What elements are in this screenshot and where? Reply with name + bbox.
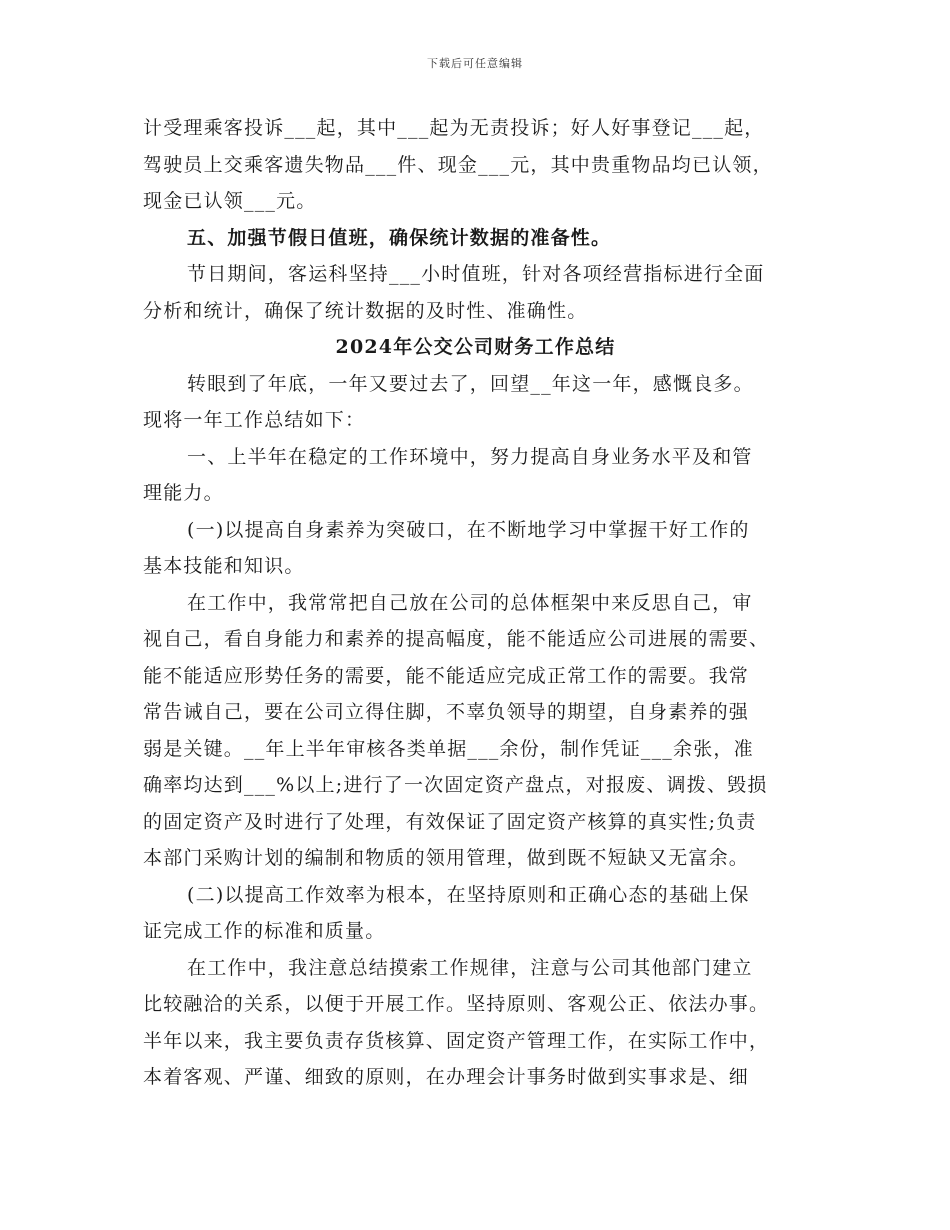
section-heading: 五、加强节假日值班，确保统计数据的准备性。 — [187, 226, 612, 249]
body-text-line: (二)以提高工作效率为根本，在坚持原则和正确心态的基础上保 — [187, 883, 750, 906]
body-text-line: 弱是关键。__年上半年审核各类单据___余份，制作凭证___余张，准 — [143, 737, 754, 760]
body-text-line: 本部门采购计划的编制和物质的领用管理，做到既不短缺又无富余。 — [143, 847, 750, 869]
body-text-line: 视自己，看自身能力和素养的提高幅度，能不能适应公司进展的需要、 — [143, 628, 770, 650]
body-text-line: 基本技能和知识。 — [143, 555, 305, 577]
body-text-line: 本着客观、严谨、细致的原则，在办理会计事务时做到实事求是、细 — [143, 1066, 750, 1088]
body-text-line: 证完成工作的标准和质量。 — [143, 920, 386, 942]
body-text-line: 转眼到了年底，一年又要过去了，回望__年这一年，感慨良多。 — [187, 372, 754, 395]
body-text-line: 分析和统计，确保了统计数据的及时性、准确性。 — [143, 299, 588, 322]
section-title: 2024年公交公司财务工作总结 — [335, 336, 616, 358]
page-header: 下载后可任意编辑 — [427, 57, 523, 70]
body-text-line: 驾驶员上交乘客遗失物品___件、现金___元，其中贵重物品均已认领， — [143, 153, 773, 176]
body-text-line: 一、上半年在稳定的工作环境中，努力提高自身业务水平及和管 — [187, 445, 753, 468]
body-text-line: 确率均达到___%以上;进行了一次固定资产盘点，对报废、调拨、毁损 — [143, 774, 768, 796]
body-text-line: 现将一年工作总结如下： — [143, 409, 366, 431]
document-body — [143, 110, 808, 1096]
body-text-line: 的固定资产及时进行了处理，有效保证了固定资产核算的真实性;负责 — [143, 810, 757, 833]
body-text-line: (一)以提高自身素养为突破口，在不断地学习中掌握干好工作的 — [187, 518, 750, 541]
body-text-line: 现金已认领___元。 — [143, 190, 317, 212]
body-text-line: 节日期间，客运科坚持___小时值班，针对各项经营指标进行全面 — [187, 263, 765, 285]
body-text-line: 比较融洽的关系，以便于开展工作。坚持原则、客观公正、依法办事。 — [143, 993, 770, 1015]
body-text-line: 在工作中，我注意总结摸索工作规律，注意与公司其他部门建立 — [187, 956, 753, 979]
body-text-line: 常告诫自己，要在公司立得住脚，不辜负领导的期望，自身素养的强 — [143, 701, 750, 723]
body-text-line: 理能力。 — [143, 482, 224, 504]
body-text-line: 能不能适应形势任务的需要，能不能适应完成正常工作的需要。我常 — [143, 664, 750, 687]
body-text-line: 计受理乘客投诉___起，其中___起为无责投诉；好人好事登记___起， — [143, 117, 765, 139]
body-text-line: 在工作中，我常常把自己放在公司的总体框架中来反思自己，审 — [187, 591, 753, 614]
body-text-line: 半年以来，我主要负责存货核算、固定资产管理工作，在实际工作中， — [143, 1029, 770, 1052]
